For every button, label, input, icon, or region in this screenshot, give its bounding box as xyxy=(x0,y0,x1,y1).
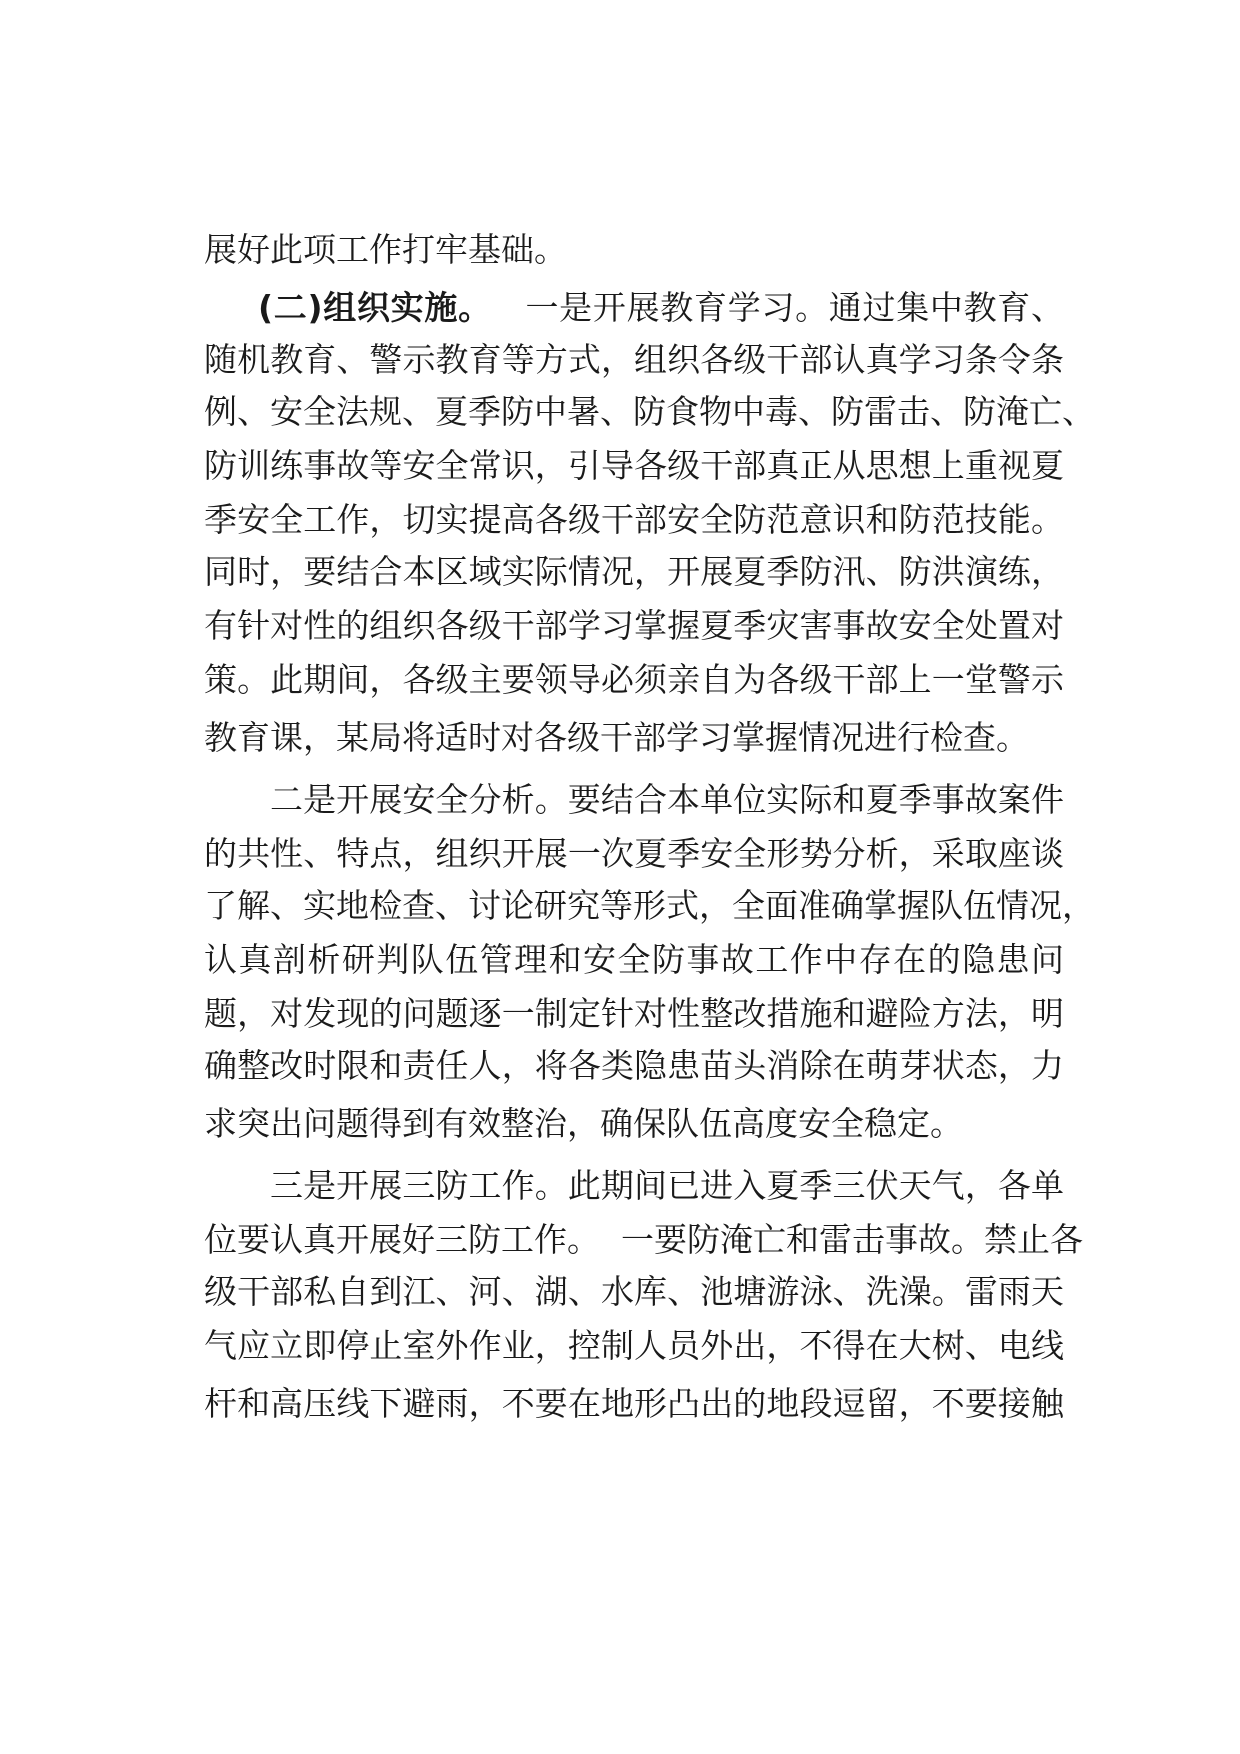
paragraph-line: 认真剖析研判队伍管理和安全防事故工作中存在的隐患问 xyxy=(204,940,1064,979)
paragraph-line: 教育课，某局将适时对各级干部学习掌握情况进行检查。 xyxy=(204,718,1029,757)
paragraph-line: 的共性、特点，组织开展一次夏季安全形势分析，采取座谈 xyxy=(204,834,1064,873)
paragraph-line: 同时，要结合本区域实际情况，开展夏季防汛、防洪演练， xyxy=(204,552,1064,591)
paragraph-line: 季安全工作，切实提高各级干部安全防范意识和防范技能。 xyxy=(204,500,1064,539)
paragraph-line: 级干部私自到江、河、湖、水库、池塘游泳、洗澡。雷雨天 xyxy=(204,1272,1064,1311)
paragraph-line: (二)组织实施。 一是开展教育学习。通过集中教育、 xyxy=(258,288,1064,327)
section-heading: (二)组织实施。 xyxy=(258,288,492,327)
paragraph-line: 确整改时限和责任人，将各类隐患苗头消除在萌芽状态，力 xyxy=(204,1046,1064,1085)
paragraph-line: 题，对发现的问题逐一制定针对性整改措施和避险方法，明 xyxy=(204,994,1064,1033)
paragraph-line: 防训练事故等安全常识，引导各级干部真正从思想上重视夏 xyxy=(204,446,1064,485)
paragraph-line: 随机教育、警示教育等方式，组织各级干部认真学习条令条 xyxy=(204,340,1064,379)
paragraph-line: 杆和高压线下避雨，不要在地形凸出的地段逗留，不要接触 xyxy=(204,1384,1064,1423)
paragraph-line: 有针对性的组织各级干部学习掌握夏季灾害事故安全处置对 xyxy=(204,606,1064,645)
paragraph-line: 气应立即停止室外作业，控制人员外出，不得在大树、电线 xyxy=(204,1326,1064,1365)
paragraph-line: 二是开展安全分析。要结合本单位实际和夏季事故案件 xyxy=(270,780,1064,819)
paragraph-line: 例、安全法规、夏季防中暑、防食物中毒、防雷击、防淹亡、 xyxy=(204,392,1095,431)
paragraph-line: 展好此项工作打牢基础。 xyxy=(204,230,567,269)
paragraph-line: 三是开展三防工作。此期间已进入夏季三伏天气，各单 xyxy=(270,1166,1064,1205)
paragraph-line: 求突出问题得到有效整治，确保队伍高度安全稳定。 xyxy=(204,1104,963,1143)
paragraph-line: 位要认真开展好三防工作。 一要防淹亡和雷击事故。禁止各 xyxy=(204,1220,1083,1259)
paragraph-line: 策。此期间，各级主要领导必须亲自为各级干部上一堂警示 xyxy=(204,660,1064,699)
paragraph-line: 了解、实地检查、讨论研究等形式，全面准确掌握队伍情况， xyxy=(204,886,1095,925)
